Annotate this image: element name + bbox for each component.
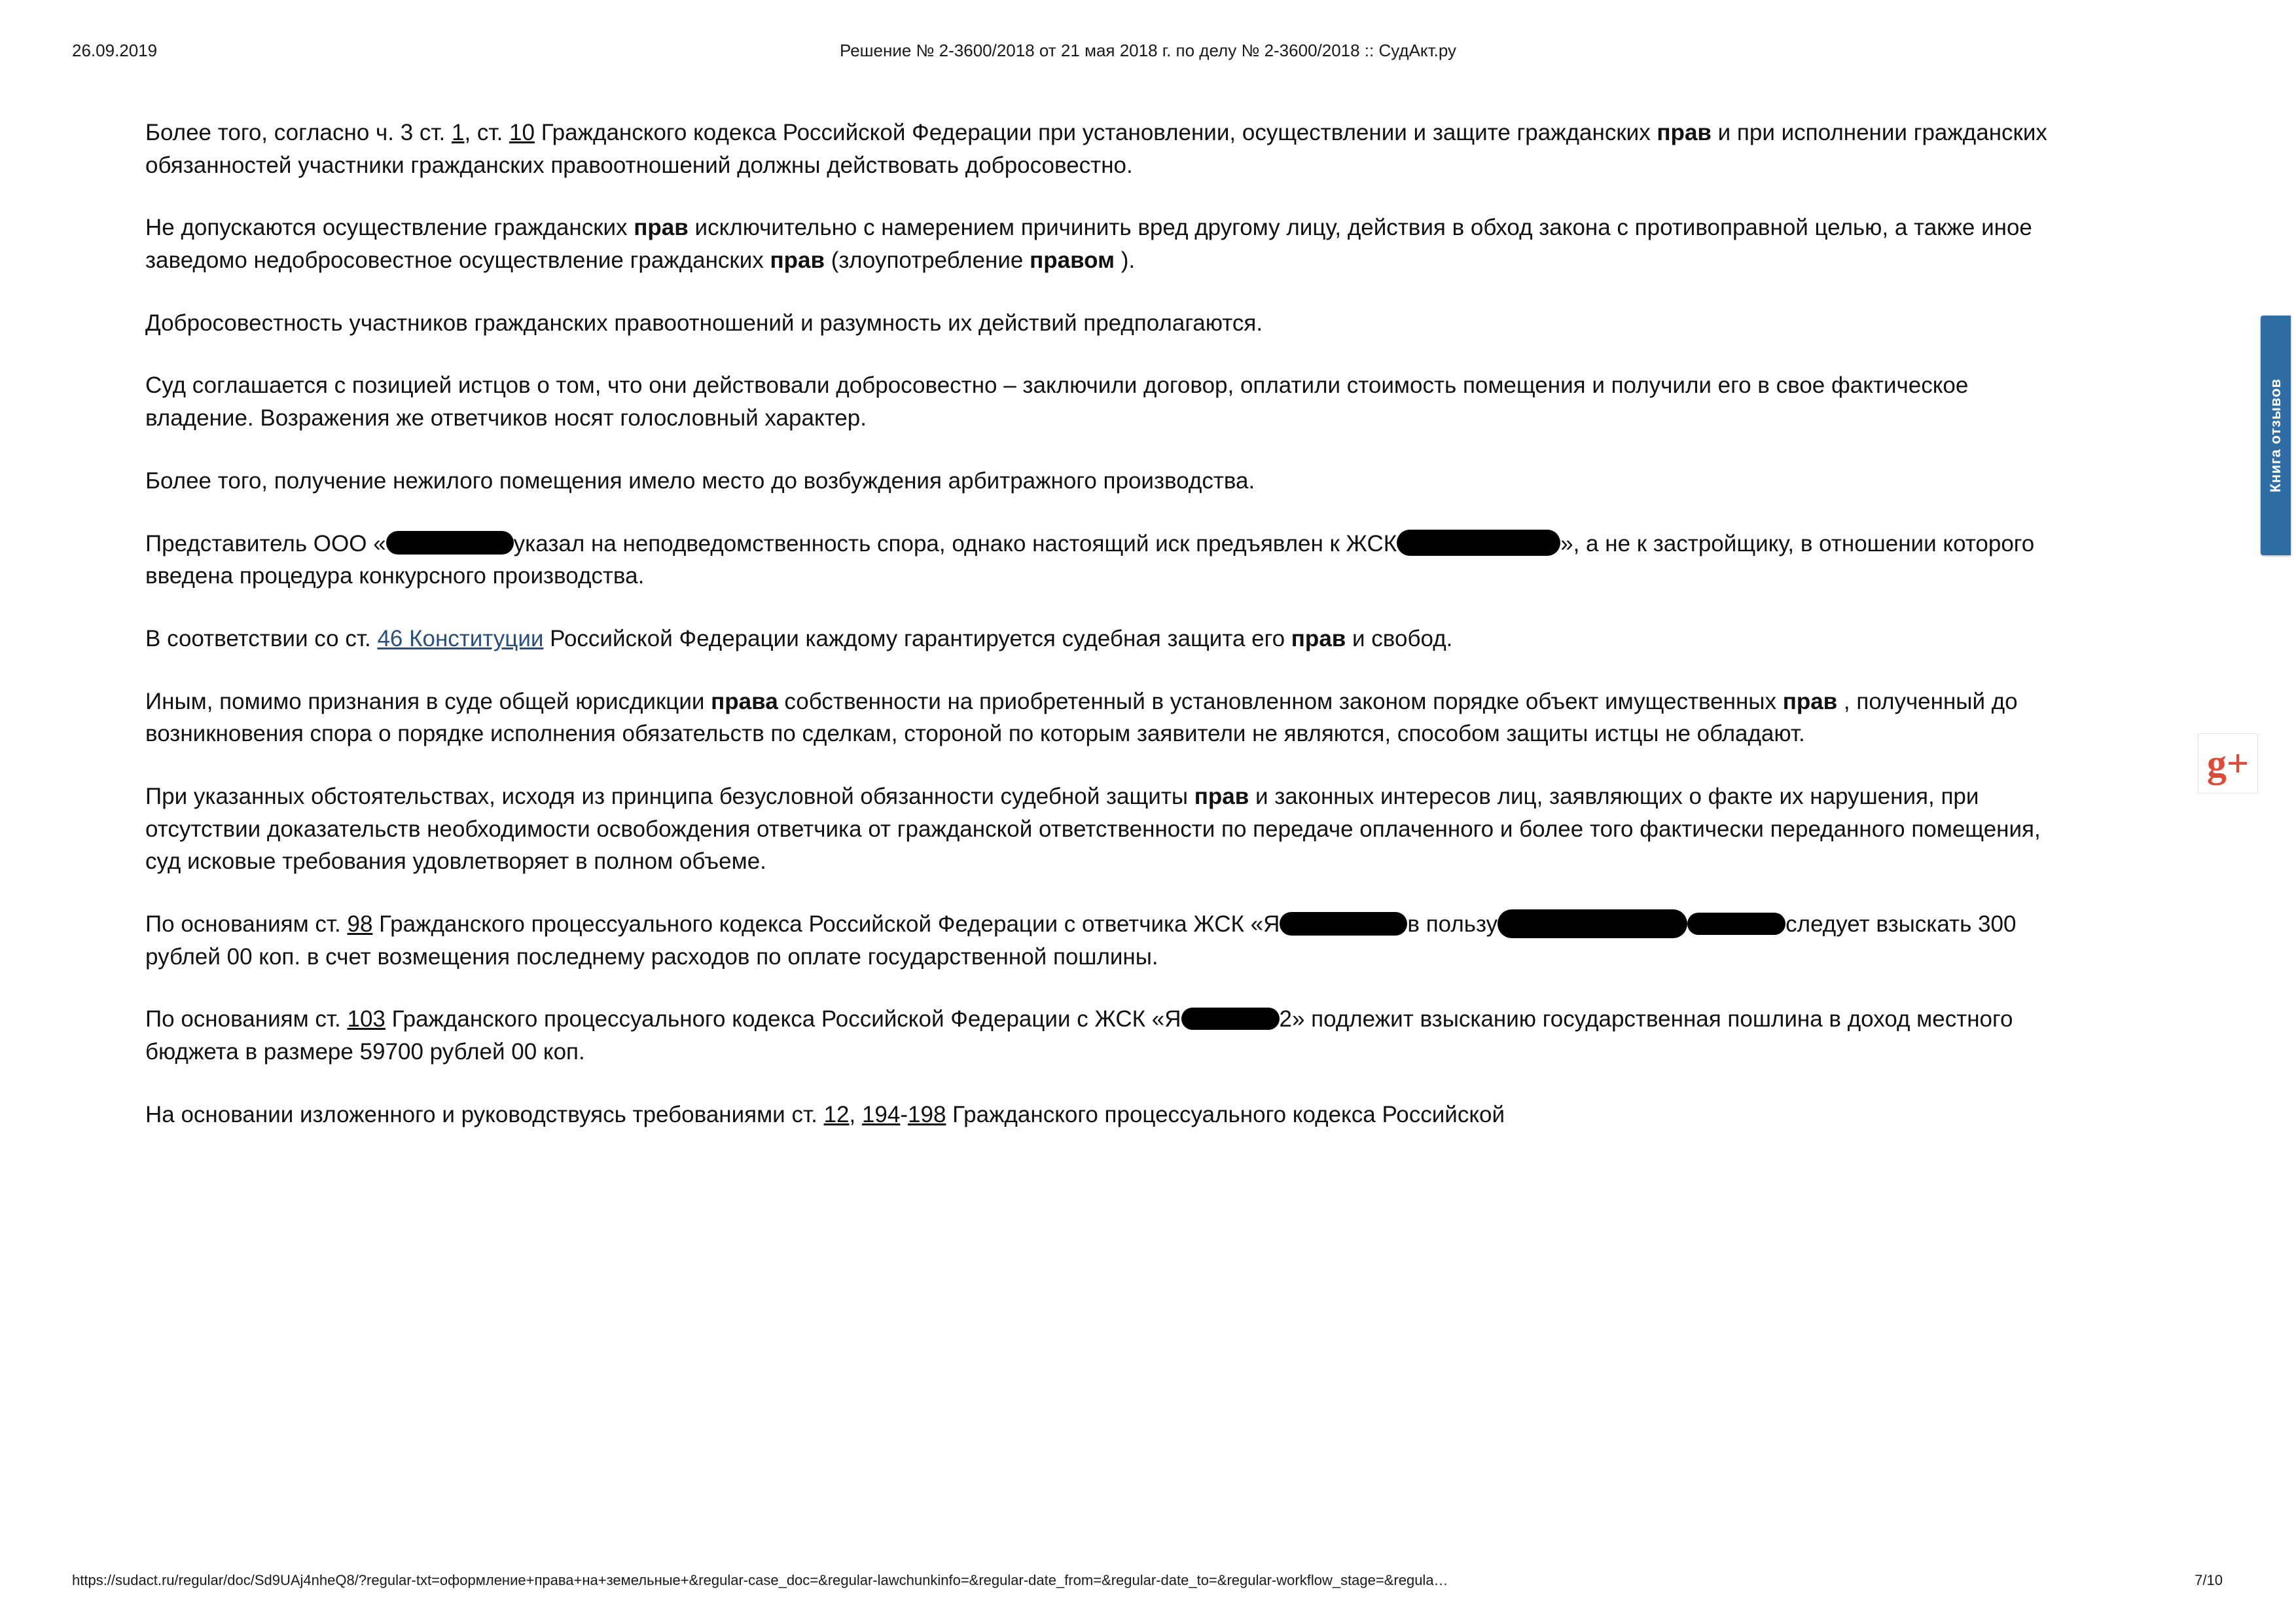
paragraph: При указанных обстоятельствах, исходя из принципа безусловной обязанности судебной защиты прав и законных интересов лиц, заявляющих о факте их нарушения, при отсутствии доказательств необходимости освобождения ответчика от гражданской ответственности по передаче оплаченного и более того фактически переданного помещения, суд исковые требования удовлетворяет в полном объеме. [145,783,2041,875]
law-article-link[interactable]: 98 [347,911,373,937]
emphasis-text: прав [1194,783,1249,809]
emphasis-text: правом [1030,247,1115,274]
law-article-link[interactable]: 198 [908,1101,946,1127]
law-article-link[interactable]: 103 [347,1006,386,1032]
print-header [0,41,2296,60]
constitution-link[interactable]: 46 Конституции [377,625,544,651]
paragraph: Не допускаются осуществление гражданских прав исключительно с намерением причинить вред другому лицу, действия в обход закона с противоправной целью, а также иное заведомо недобросовестное осуществление гражданских прав (злоупотребление правом ). [145,215,2032,274]
google-plus-icon: g+ [2206,742,2250,785]
paragraph: Добросовестность участников гражданских правоотношений и разумность их действий предполагаются. [145,310,1263,336]
document-title: Решение № 2-3600/2018 от 21 мая 2018 г. по делу № 2-3600/2018 :: СудАкт.ру [840,41,1456,60]
paragraph: Более того, согласно ч. 3 ст. 1, ст. 10 Гражданского кодекса Российской Федерации при установлении, осуществлении и защите гражданских прав и при исполнении гражданских обязанностей участники гражданских правоотношений должны действовать добросовестно. [145,120,2047,178]
document-body [145,117,2056,1131]
emphasis-text: прав [770,247,825,274]
redaction-bar [1397,530,1560,556]
emphasis-text: прав [1657,120,1712,145]
paragraph: По основаниям ст. 103 Гражданского процессуального кодекса Российской Федерации с ЖСК «Я 2» подлежит взысканию государственная пошлина в доход местного бюджета в размере 59700 рублей 00 коп. [145,1006,2013,1065]
paragraph: Суд соглашается с позицией истцов о том, что они действовали добросовестно – заключили договор, оплатили стоимость помещения и получили его в свое фактическое владение. Возражения же ответчиков носят голословный характер. [145,373,1969,431]
emphasis-text: прав [1291,625,1346,651]
redaction-bar [1687,913,1785,935]
paragraph: В соответствии со ст. 46 Конституции Российской Федерации каждому гарантируется судебная защита его прав и свобод. [145,625,1453,651]
law-article-link[interactable]: 194 [861,1101,901,1127]
emphasis-text: прав [634,215,689,241]
redaction-bar [1498,909,1687,938]
redaction-bar [386,531,514,555]
paragraph: Иным, помимо признания в суде общей юрисдикции права собственности на приобретенный в установленном законом порядке объект имущественных прав , полученный до возникновения спора о порядке исполнения обязательств по сделкам, стороной по которым заявители не являются, способом защиты истцы не обладают. [145,688,2018,747]
paragraph: Более того, получение нежилого помещения имело место до возбуждения арбитражного производства. [145,467,1255,494]
paragraph: По основаниям ст. 98 Гражданского процессуального кодекса Российской Федерации с ответчика ЖСК «Я в пользу следует взыскать 300 рублей 00 коп. в счет возмещения последнему расходов по оплате государственной пошлины. [145,908,2056,973]
redaction-bar [1181,1008,1280,1030]
feedback-book-tab[interactable] [2261,316,2291,555]
print-footer [0,1572,2296,1592]
feedback-book-label: Книга отзывов [2267,378,2284,493]
print-date: 26.09.2019 [72,41,158,60]
emphasis-text: прав [1782,688,1838,714]
google-plus-share-button[interactable] [2198,733,2258,793]
emphasis-text: права [711,688,778,714]
law-article-link[interactable]: 10 [509,120,535,145]
paragraph: На основании изложенного и руководствуясь требованиями ст. 12, 194-198 Гражданского процессуального кодекса Российской [145,1101,1505,1127]
paragraph: Представитель ООО « указал на неподведомственность спора, однако настоящий иск предъявлен к ЖСК », а не к застройщику, в отношении которого введена процедура конкурсного производства. [145,530,2035,589]
redaction-bar [1280,912,1407,936]
law-article-link[interactable]: 12 [823,1101,850,1127]
page-number: 7/10 [2195,1572,2223,1588]
source-url: https://sudact.ru/regular/doc/Sd9UAj4nheQ8/?regular-txt=оформление+права+на+земельные+&regular-case_doc=&regular-lawchunkinfo=&regular-date_from=&regular-date_to=&regular-workflow_stage=&regula… [72,1572,1448,1588]
law-article-link[interactable]: 1 [452,120,465,145]
